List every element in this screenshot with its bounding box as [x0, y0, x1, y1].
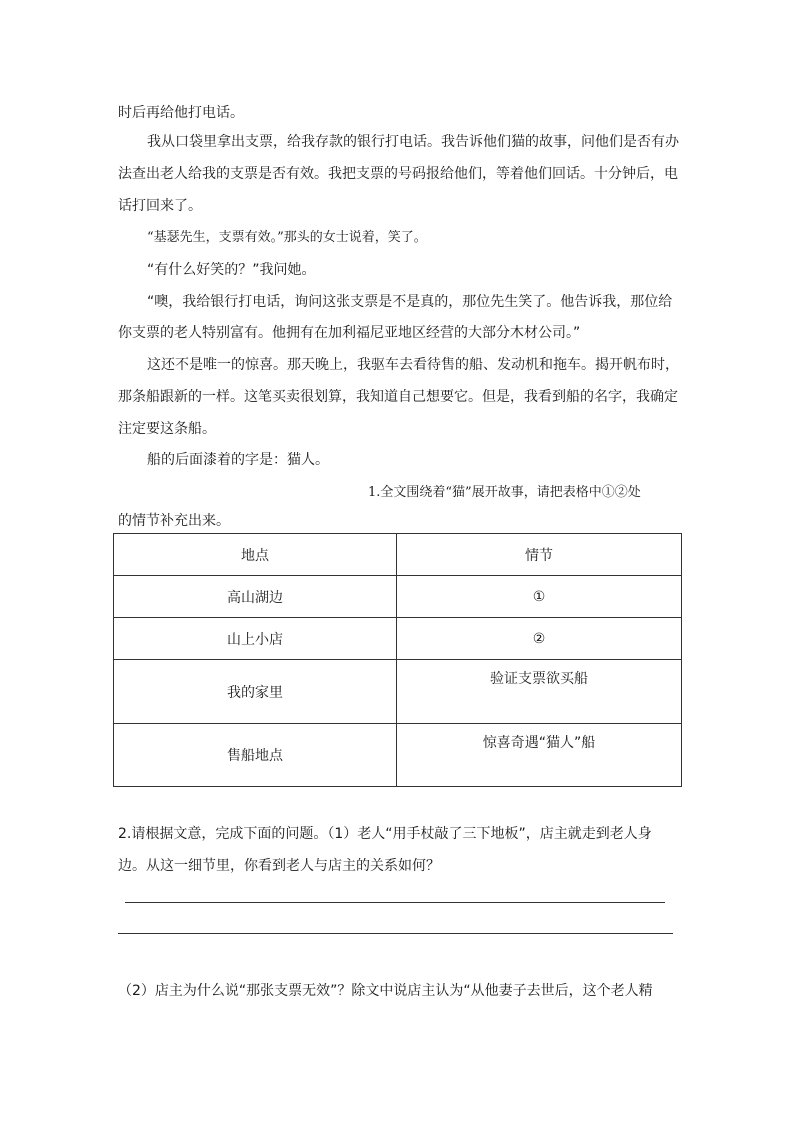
- plot-table: [113, 533, 682, 787]
- table-row: [114, 618, 682, 660]
- passage-line: 这还不是唯一的惊喜。那天晚上，我驱车去看待售的船、发动机和拖车。揭开帆布时，: [147, 357, 679, 373]
- passage-line: 你支票的老人特别富有。他拥有在加利福尼亚地区经营的大部分木材公司。”: [118, 325, 581, 341]
- table-cell-place: 售船地点: [114, 724, 397, 787]
- passage-line: “噢，我给银行打电话，询问这张支票是不是真的，那位先生笑了。他告诉我，那位给: [147, 294, 673, 310]
- passage-line: 那条船跟新的一样。这笔买卖很划算，我知道自己想要它。但是，我看到船的名字，我确定: [118, 389, 678, 405]
- answer-line[interactable]: [118, 933, 673, 934]
- table-cell-plot: 验证支票欲买船: [397, 660, 682, 724]
- question-1-text: 的情节补充出来。: [118, 513, 230, 529]
- table-row: [114, 724, 682, 787]
- table-header-plot: 情节: [397, 534, 682, 576]
- table-header-place: 地点: [114, 534, 397, 576]
- table-header-row: [114, 534, 682, 576]
- passage-line: “基瑟先生，支票有效。”那头的女士说着，笑了。: [147, 230, 427, 245]
- question-1-text: 1.全文围绕着“猫”展开故事，请把表格中①②处: [368, 485, 641, 500]
- question-2-text: 2.请根据文意，完成下面的问题。（1）老人“用手杖敲了三下地板”，店主就走到老人身: [118, 826, 652, 842]
- passage-line: 我从口袋里拿出支票，给我存款的银行打电话。我告诉他们猫的故事，问他们是否有办: [147, 134, 679, 150]
- question-2-text: 边。从这一细节里，你看到老人与店主的关系如何？: [118, 858, 440, 874]
- passage-line: 船的后面漆着的字是：猫人。: [147, 452, 329, 468]
- table-cell-plot: 惊喜奇遇“猫人”船: [397, 724, 682, 787]
- question-2-part-2-text: （2）店主为什么说“那张支票无效”？除文中说店主认为“从他妻子去世后，这个老人精: [118, 983, 653, 999]
- table-row: [114, 576, 682, 618]
- table-cell-place: 我的家里: [114, 660, 397, 724]
- table-cell-place: 高山湖边: [114, 576, 397, 618]
- passage-line: “有什么好笑的？”我问她。: [147, 262, 316, 278]
- table-cell-plot: ②: [397, 618, 682, 660]
- table-cell-plot: ①: [397, 576, 682, 618]
- passage-line: 注定要这条船。: [118, 421, 216, 437]
- passage-line: 法查出老人给我的支票是否有效。我把支票的号码报给他们，等着他们回话。十分钟后，电: [118, 166, 678, 182]
- table-row: [114, 660, 682, 724]
- answer-line[interactable]: [125, 902, 665, 903]
- table-cell-place: 山上小店: [114, 618, 397, 660]
- passage-line: 话打回来了。: [118, 198, 202, 214]
- passage-line: 时后再给他打电话。: [118, 105, 244, 121]
